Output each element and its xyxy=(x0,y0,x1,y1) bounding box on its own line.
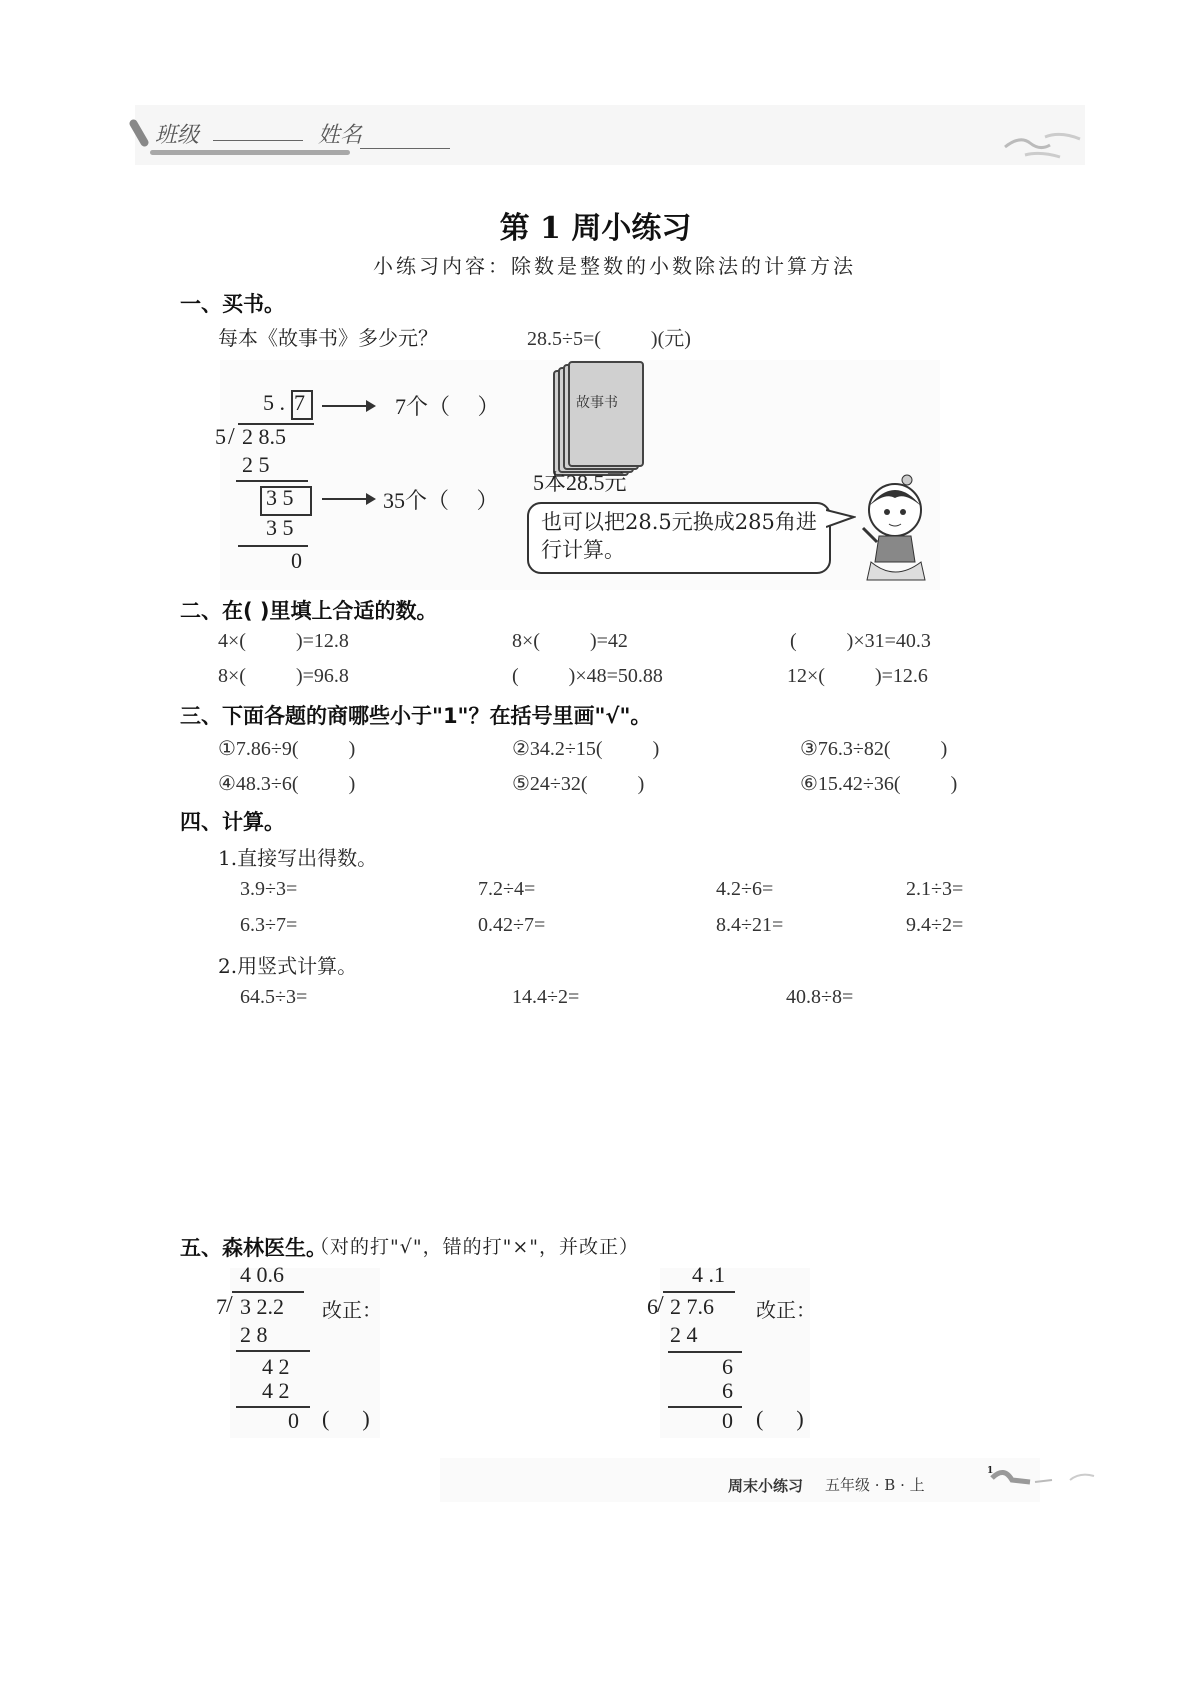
mountain-decoration-icon xyxy=(1000,125,1090,165)
part2-label: 2.用竖式计算。 xyxy=(218,954,358,978)
problem1-quotient: 4 0.6 xyxy=(240,1262,284,1287)
footer-grade: 五年级 · B · 上 xyxy=(825,1476,925,1494)
footer-series: 周末小练习 xyxy=(728,1477,804,1495)
final-remainder: 0 xyxy=(291,548,302,573)
problem2-judge[interactable]: ( ) xyxy=(756,1406,804,1431)
check-item: ③76.3÷82( ) xyxy=(800,738,948,760)
check-item: ⑤24÷32( ) xyxy=(512,773,645,795)
subtraction-line xyxy=(236,480,308,482)
calc-item: 2.1÷3= xyxy=(906,878,964,900)
name-label: 姓名 xyxy=(318,123,363,148)
answer-blank[interactable] xyxy=(640,322,750,348)
part1-label: 1.直接写出得数。 xyxy=(218,846,378,870)
section3-heading: 三、下面各题的商哪些小于"1"？在括号里画"√"。 xyxy=(180,704,652,728)
annotation-35: 35个（ ） xyxy=(383,488,499,513)
calc-item: 4.2÷6= xyxy=(716,878,774,900)
annotation-7: 7个（ ） xyxy=(395,394,500,419)
problem1-step1: 2 8 xyxy=(240,1322,268,1347)
girl-character-icon xyxy=(845,470,940,590)
division-bracket: / xyxy=(657,1292,664,1318)
page-subtitle: 小练习内容：除数是整数的小数除法的计算方法 xyxy=(373,254,856,278)
fill-item: ( )×31=40.3 xyxy=(790,630,931,652)
problem2-divisor: 6 xyxy=(647,1294,658,1319)
arrow-right-icon xyxy=(322,498,374,500)
calc-item: 9.4÷2= xyxy=(906,914,964,936)
class-label: 班级 xyxy=(155,123,200,148)
book-icon xyxy=(568,361,644,467)
section5-instruction: （对的打"√"，错的打"×"，并改正） xyxy=(310,1236,639,1258)
problem1-divisor: 7 xyxy=(216,1294,227,1319)
remainder-boxed: 3 5 xyxy=(266,485,294,510)
problem1-judge[interactable]: ( ) xyxy=(322,1406,370,1431)
problem1-dividend: 3 2.2 xyxy=(240,1294,284,1319)
fill-item: 8×( )=96.8 xyxy=(218,665,349,687)
calc-item: 6.3÷7= xyxy=(240,914,298,936)
calc-item: 3.9÷3= xyxy=(240,878,298,900)
problem2-step1: 2 4 xyxy=(670,1322,698,1347)
division-bracket: / xyxy=(228,424,235,450)
fill-item: ( )×48=50.88 xyxy=(512,665,663,687)
fill-item: 12×( )=12.6 xyxy=(787,665,928,687)
subtraction-line xyxy=(236,1350,310,1352)
problem1-step3: 4 2 xyxy=(262,1378,290,1403)
quotient-boxed-digit: 7 xyxy=(294,390,305,415)
divisor: 5 xyxy=(215,424,226,449)
correction-label: 改正： xyxy=(756,1298,816,1322)
step2: 3 5 xyxy=(266,515,294,540)
brush-decoration-icon xyxy=(990,1464,1100,1494)
problem2-quotient: 4 .1 xyxy=(692,1262,725,1287)
fill-item: 8×( )=42 xyxy=(512,630,628,652)
arrow-right-icon xyxy=(322,405,374,407)
section1-heading: 一、买书。 xyxy=(180,292,285,316)
problem1-step2: 4 2 xyxy=(262,1354,290,1379)
section5-heading: 五、森林医生。 xyxy=(180,1236,327,1260)
division-bar xyxy=(663,1291,735,1293)
check-item: ①7.86÷9( ) xyxy=(218,738,356,760)
section1-equation: 28.5÷5=( )(元) xyxy=(527,328,691,350)
calc-item: 0.42÷7= xyxy=(478,914,546,936)
calc-item: 8.4÷21= xyxy=(716,914,784,936)
division-bar xyxy=(232,1291,304,1293)
problem1-final: 0 xyxy=(288,1408,299,1433)
vertical-calc-item: 14.4÷2= xyxy=(512,986,580,1008)
check-item: ④48.3÷6( ) xyxy=(218,773,356,795)
brush-stroke-decoration xyxy=(150,150,350,155)
vertical-calc-item: 40.8÷8= xyxy=(786,986,854,1008)
correction-label: 改正： xyxy=(322,1298,382,1322)
class-field[interactable] xyxy=(213,140,303,141)
speech-bubble xyxy=(527,502,831,574)
dividend: 2 8.5 xyxy=(242,424,286,449)
book-caption: 5本28.5元 xyxy=(533,470,627,495)
section1-question: 每本《故事书》多少元？ xyxy=(218,326,438,350)
calc-item: 7.2÷4= xyxy=(478,878,536,900)
name-field[interactable] xyxy=(360,148,450,149)
check-item: ②34.2÷15( ) xyxy=(512,738,660,760)
check-item: ⑥15.42÷36( ) xyxy=(800,773,958,795)
book-title: 故事书 xyxy=(576,395,618,411)
speech-bubble-text: 也可以把28.5元换成285角进行计算。 xyxy=(541,510,817,562)
step1: 2 5 xyxy=(242,452,270,477)
problem2-dividend: 2 7.6 xyxy=(670,1294,714,1319)
problem2-step2: 6 xyxy=(722,1354,733,1379)
quotient-whole: 5 . xyxy=(263,390,285,415)
page-number: 1 xyxy=(987,1466,994,1476)
section2-heading: 二、在( )里填上合适的数。 xyxy=(180,599,438,623)
problem2-step3: 6 xyxy=(722,1378,733,1403)
section4-heading: 四、计算。 xyxy=(180,810,285,834)
vertical-calc-item: 64.5÷3= xyxy=(240,986,308,1008)
subtraction-line xyxy=(668,1351,742,1353)
fill-item: 4×( )=12.8 xyxy=(218,630,349,652)
problem2-final: 0 xyxy=(722,1408,733,1433)
page-title: 第 1 周小练习 xyxy=(499,211,692,246)
subtraction-line xyxy=(238,545,308,547)
division-bracket: / xyxy=(226,1292,233,1318)
header-band xyxy=(135,105,1085,165)
